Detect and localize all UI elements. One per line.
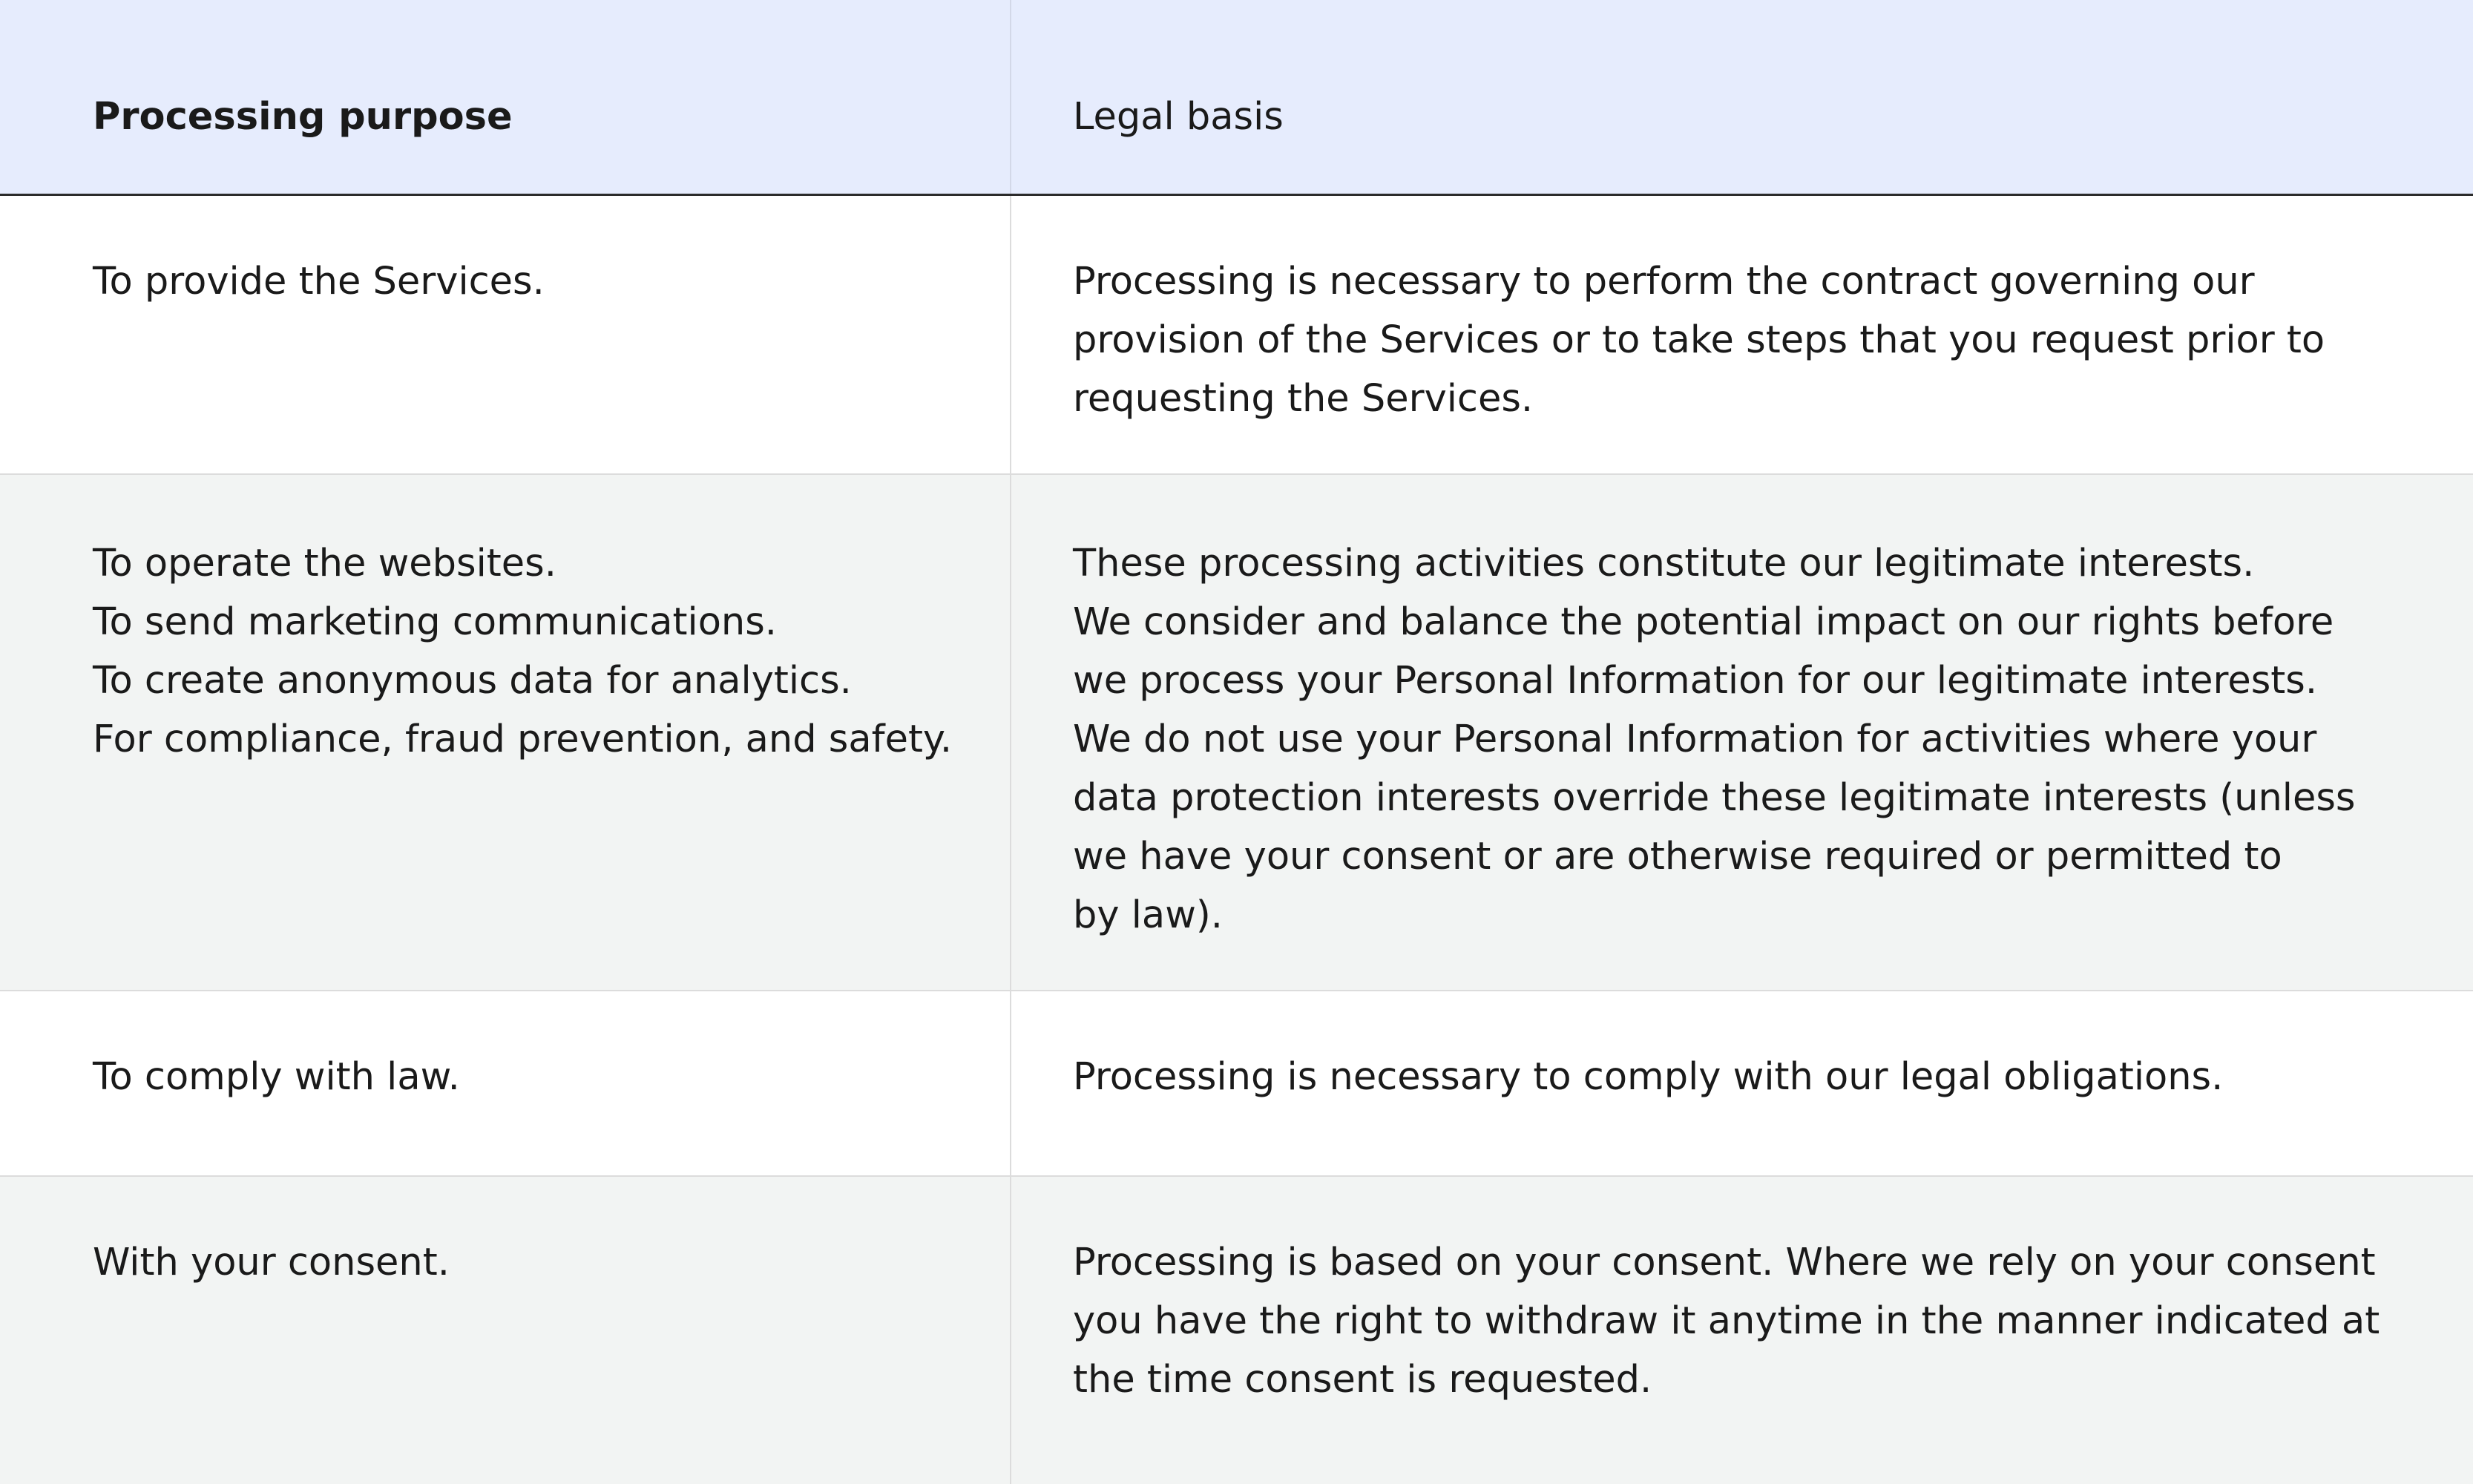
purpose-cell	[0, 1177, 1011, 1484]
table-row	[0, 196, 2473, 475]
purpose-text: To comply with law.	[93, 1055, 460, 1099]
purpose-text: To provide the Services.	[93, 260, 545, 303]
purpose-text: To operate the websites.	[93, 542, 556, 585]
legal-basis-text: we have your consent or are otherwise required or permitted to	[1073, 835, 2282, 879]
legal-basis-cell	[1011, 1177, 2473, 1484]
header-cell-legal-basis	[1011, 0, 2473, 194]
header-label-processing-purpose: Processing purpose	[93, 95, 513, 139]
purpose-text: For compliance, fraud prevention, and safety.	[93, 718, 953, 761]
legal-basis-text: Processing is necessary to perform the contract governing our	[1073, 260, 2255, 303]
legal-basis-text: we process your Personal Information for our legitimate interests.	[1073, 659, 2318, 703]
legal-basis-cell	[1011, 475, 2473, 990]
legal-basis-cell	[1011, 991, 2473, 1175]
purpose-cell	[0, 991, 1011, 1175]
legal-basis-text: We consider and balance the potential impact on our rights before	[1073, 600, 2334, 644]
legal-basis-text: We do not use your Personal Information for activities where your	[1073, 718, 2317, 761]
legal-basis-text: Processing is based on your consent. Where we rely on your consent	[1073, 1241, 2376, 1284]
table-header-row	[0, 0, 2473, 196]
legal-basis-text: the time consent is requested.	[1073, 1358, 1652, 1402]
header-label-legal-basis: Legal basis	[1073, 95, 1284, 139]
purpose-text: To send marketing communications.	[93, 600, 778, 644]
purpose-cell	[0, 475, 1011, 990]
legal-basis-text: Processing is necessary to comply with our legal obligations.	[1073, 1055, 2224, 1099]
purpose-cell	[0, 196, 1011, 473]
legal-basis-text: by law).	[1073, 893, 1224, 937]
legal-basis-text: requesting the Services.	[1073, 377, 1534, 421]
legal-basis-text: These processing activities constitute our legitimate interests.	[1073, 542, 2255, 585]
legal-basis-text: data protection interests override these legitimate interests (unless	[1073, 776, 2356, 820]
legal-basis-text: provision of the Services or to take steps that you request prior to	[1073, 318, 2325, 362]
purpose-text: To create anonymous data for analytics.	[93, 659, 852, 703]
legal-basis-text: you have the right to withdraw it anytime in the manner indicated at	[1073, 1299, 2380, 1343]
header-cell-processing-purpose	[0, 0, 1011, 194]
table-row	[0, 991, 2473, 1177]
legal-basis-cell	[1011, 196, 2473, 473]
table-row	[0, 1177, 2473, 1484]
purpose-text: With your consent.	[93, 1241, 450, 1284]
table-row	[0, 475, 2473, 991]
